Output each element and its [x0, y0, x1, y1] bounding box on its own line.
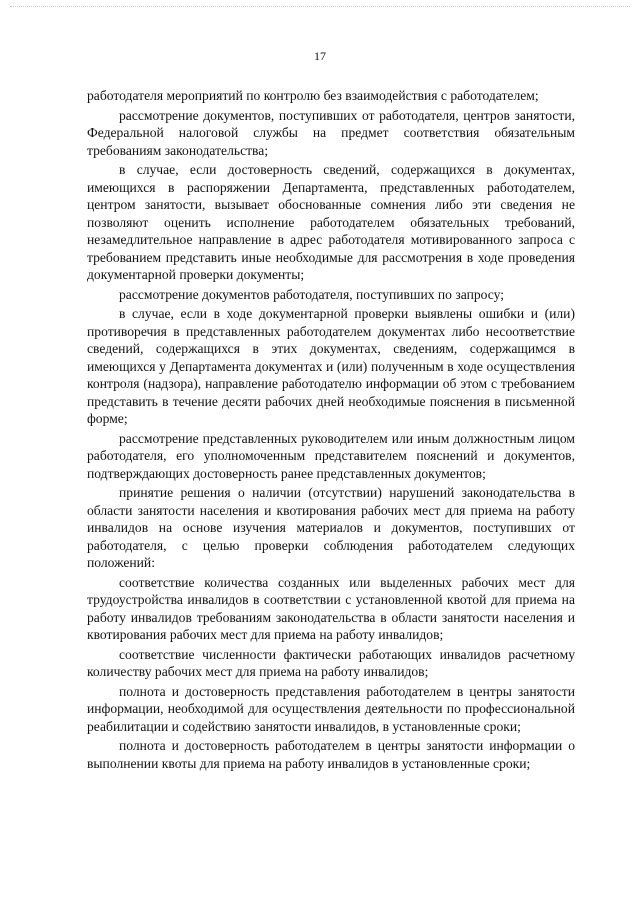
page-number: 17: [314, 49, 326, 63]
paragraph-continuation: работодателя мероприятий по контролю без взаимодействия с работодателем;: [87, 88, 539, 103]
scan-artifact-line: [10, 6, 630, 8]
paragraph: рассмотрение документов, поступивших от работодателя, центров занятости, Федеральной налоговой службы на предмет соответствия обязательным требованиям законодательства;: [87, 107, 575, 158]
document-body: [87, 87, 575, 774]
paragraph: рассмотрение документов работодателя, поступивших по запросу;: [119, 286, 505, 302]
paragraph: полнота и достоверность представления работодателем в центры занятости информации, необходимой для осуществления деятельности по профессиональной реабилитации и содействию занятости инвалидов, в установленные сроки;: [87, 683, 575, 734]
paragraph: в случае, если в ходе документарной проверки выявлены ошибки и (или) противоречия в представленных работодателем документах либо несоответствие сведений, содержащихся в этих документах, сведениям, содержащимся в имеющихся у Департамента документах и (или) полученным в ходе осуществления контроля (надзора), направление работодателю информации об этом с требованием представить в течение десяти рабочих дней необходимые пояснения в письменной форме;: [87, 306, 575, 426]
paragraph: полнота и достоверность работодателем в центры занятости информации о выполнении квоты для приема на работу инвалидов в установленные сроки;: [87, 738, 575, 771]
paragraph: принятие решения о наличии (отсутствии) нарушений законодательства в области занятости населения и квотирования рабочих мест для приема на работу инвалидов на основе изучения материалов и документов, поступивших от работодателя, с целью проверки соблюдения работодателем следующих положений:: [87, 485, 575, 570]
paragraph: в случае, если достоверность сведений, содержащихся в документах, имеющихся в распоряжении Департамента, представленных работодателем, центром занятости, вызывает обоснованные сомнения либо эти сведения не позволяют оценить исполнение работодателем обязательных требований, незамедлительное направление в адрес работодателя мотивированного запроса с требованием представить иные необходимые для рассмотрения в ходе проведения документарной проверки документы;: [87, 162, 575, 282]
paragraph: соответствие численности фактически работающих инвалидов расчетному количеству рабочих мест для приема на работу инвалидов;: [87, 646, 575, 679]
paragraph: рассмотрение представленных руководителем или иным должностным лицом работодателя, его уполномоченным представителем пояснений и документов, подтверждающих достоверность ранее представленных документов;: [87, 430, 575, 481]
paragraph: соответствие количества созданных или выделенных рабочих мест для трудоустройства инвалидов в соответствии с установленной квотой для приема на работу инвалидов требованиям законодательства в области занятости населения и квотирования рабочих мест для приема на работу инвалидов;: [87, 574, 575, 642]
